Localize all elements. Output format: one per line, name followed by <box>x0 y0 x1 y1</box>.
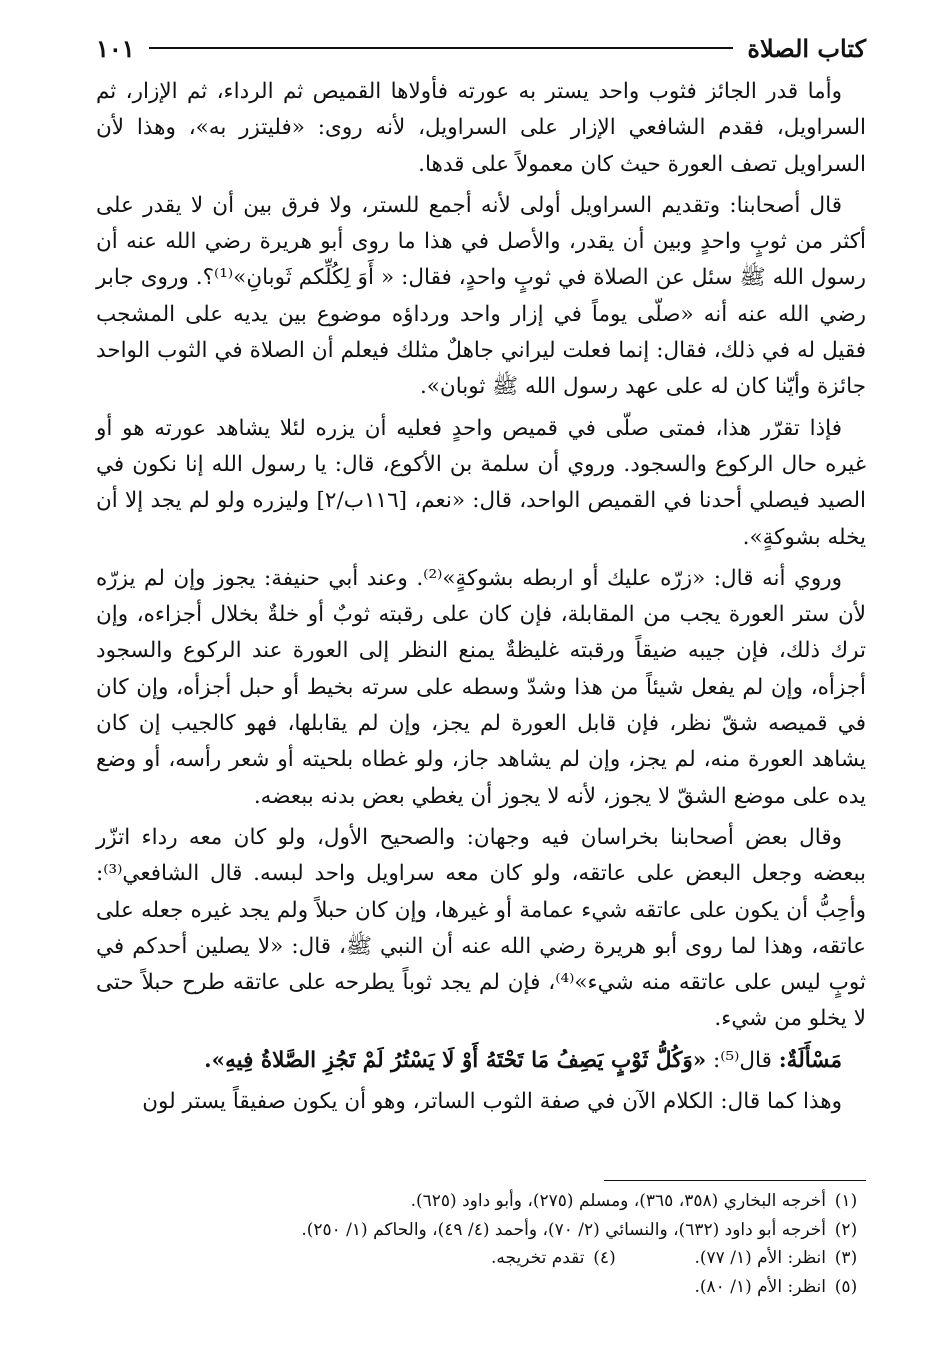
footnote-number: (١) <box>834 1191 858 1211</box>
paragraph-2: قال أصحابنا: وتقديم السراويل أولى لأنه أجمع للستر، ولا فرق بين أن لا يقدر على أكثر من ثوبٍ واحدٍ وبين أن يقدر، والأصل في هذا ما روى أبو هريرة رضي الله عنه أن رسول الله ﷺ سئل عن الصلاة في ثوبٍ واحدٍ، فقال: « أَوَ لِكُلِّكم ثَوبانِ»⁽¹⁾؟. وروى جابر رضي الله عنه أنه «صلّى يوماً في إزار واحد ورداؤه موضوع بين يديه على المشجب فقيل له في ذلك، فقال: إنما فعلت ليراني جاهلٌ مثلك فيعلم أن الصلاة في الثوب الواحد جائزة وأيّنا كان له على عهد رسول الله ﷺ ثوبان». <box>96 192 867 400</box>
paragraph-1: وأما قدر الجائز فثوب واحد يستر به عورته فأولاها القميص ثم الرداء، ثم الإزار، ثم السراويل، فقدم الشافعي الإزار على السراويل، لأنه روى: «فليتزر به»، وهذا لأن السراويل تصف العورة حيث كان معمولاً على قدها. <box>96 79 866 177</box>
footnote-number: (٣) <box>834 1248 858 1268</box>
footnote-text: انظر: الأم (١/ ٨٠). <box>694 1276 826 1297</box>
main-text <box>96 74 866 1125</box>
chapter-title: كتاب الصلاة <box>747 33 866 63</box>
paragraph-4: وروي أنه قال: «زرّه عليك أو اربطه بشوكةٍ»⁽²⁾. وعند أبي حنيفة: يجوز وإن لم يزرّه لأن ستر العورة يجب من المقابلة، فإن كان على رقبته ثوبٌ أو خلةٌ بخلال أجزاءه، وإن ترك ذلك، فإن جيبه ضيقاً ورقبته غليظةٌ يمنع النظر إلى العورة عند الركوع والسجود أجزأه، وإن لم يفعل شيئاً من هذا وشدّ وسطه على سرته بخيط أو حبل أجزأه، وإن كان في قميصه شقّ نظر، فإن قابل العورة لم يجز، وإن لم يقابلها، فهو كالجيب إن كان يشاهد العورة منه، لم يجز، وإن لم يشاهد جاز، ولو غطاه بلحيته أو شعر رأسه، أو وضع يده على موضع الشقّ لا يجوز، لأنه لا يجوز أن يغطي بعض بدنه ببعضه. <box>96 565 866 809</box>
footnote-5 <box>96 1273 866 1302</box>
footnote-text: تقدم تخريجه. <box>491 1248 585 1268</box>
page-header <box>96 30 866 66</box>
footnote-text: انظر: الأم (١/ ٧٧). <box>694 1248 826 1268</box>
footnote-1 <box>96 1187 866 1216</box>
footnote-3-4 <box>96 1244 866 1273</box>
footnote-2 <box>96 1216 866 1245</box>
masala-label: مَسْأَلَةٌ: <box>778 1047 842 1073</box>
page-number: ١٠١ <box>96 33 135 63</box>
footnote-4 <box>491 1244 625 1273</box>
footnote-text: أخرجه أبو داود (٦٣٢)، والنسائي (٢/ ٧٠)، وأحمد (٤/ ٤٩)، والحاكم (١/ ٢٥٠). <box>301 1219 826 1240</box>
paragraph-5: وقال بعض أصحابنا بخراسان فيه وجهان: والصحيح الأول، ولو كان معه رداء اتزّر ببعضه وجعل البعض على عاتقه، ولو كان معه سراويل واحد لبسه. قال الشافعي⁽³⁾: وأحِبُّ أن يكون على عاتقه شيء عمامة أو غيرها، وإن كان حبلاً ولم يجد غيره جعله على عاتقه، وهذا لما روى أبو هريرة رضي الله عنه أن النبي ﷺ، قال: «لا يصلين أحدكم في ثوبٍ ليس على عاتقه منه شيء»⁽⁴⁾، فإن لم يجد ثوباً يطرحه على عاتقه طرح حبلاً حتى لا يخلو من شيء. <box>96 824 867 1032</box>
footnote-number: (٥) <box>834 1276 858 1297</box>
masala-intro: قال⁽⁵⁾: <box>706 1047 779 1073</box>
masala-paragraph <box>96 1043 866 1079</box>
footnote-number: (٢) <box>834 1219 858 1240</box>
header-rule <box>149 47 734 49</box>
footnote-separator <box>604 1180 866 1181</box>
paragraph-3: فإذا تقرّر هذا، فمتى صلّى في قميص واحدٍ فعليه أن يزره لئلا يشاهد عورته هو أو غيره حال الركوع والسجود. وروي أن سلمة بن الأكوع، قال: يا رسول الله إنا نكون في الصيد فيصلي أحدنا في القميص الواحد، قال: «نعم، [١١٦ب/٢] وليزره ولو لم يجد إلا أن يخله بشوكةٍ». <box>96 415 866 550</box>
footnotes <box>96 1187 866 1301</box>
masala-quote: «وَكُلُّ ثَوْبٍ يَصِفُ مَا تَحْتَهُ أَوْ لَا يَسْتُرُ لَمْ تَجُزِ الصَّلاةُ فِيهِ». <box>204 1047 707 1073</box>
footnote-text: أخرجه البخاري (٣٥٨، ٣٦٥)، ومسلم (٢٧٥)، وأبو داود (٦٢٥). <box>410 1191 826 1211</box>
footnote-number: (٤) <box>593 1248 616 1268</box>
paragraph-last: وهذا كما قال: الكلام الآن في صفة الثوب الساتر، وهو أن يكون صفيقاً يستر لون <box>142 1089 842 1115</box>
